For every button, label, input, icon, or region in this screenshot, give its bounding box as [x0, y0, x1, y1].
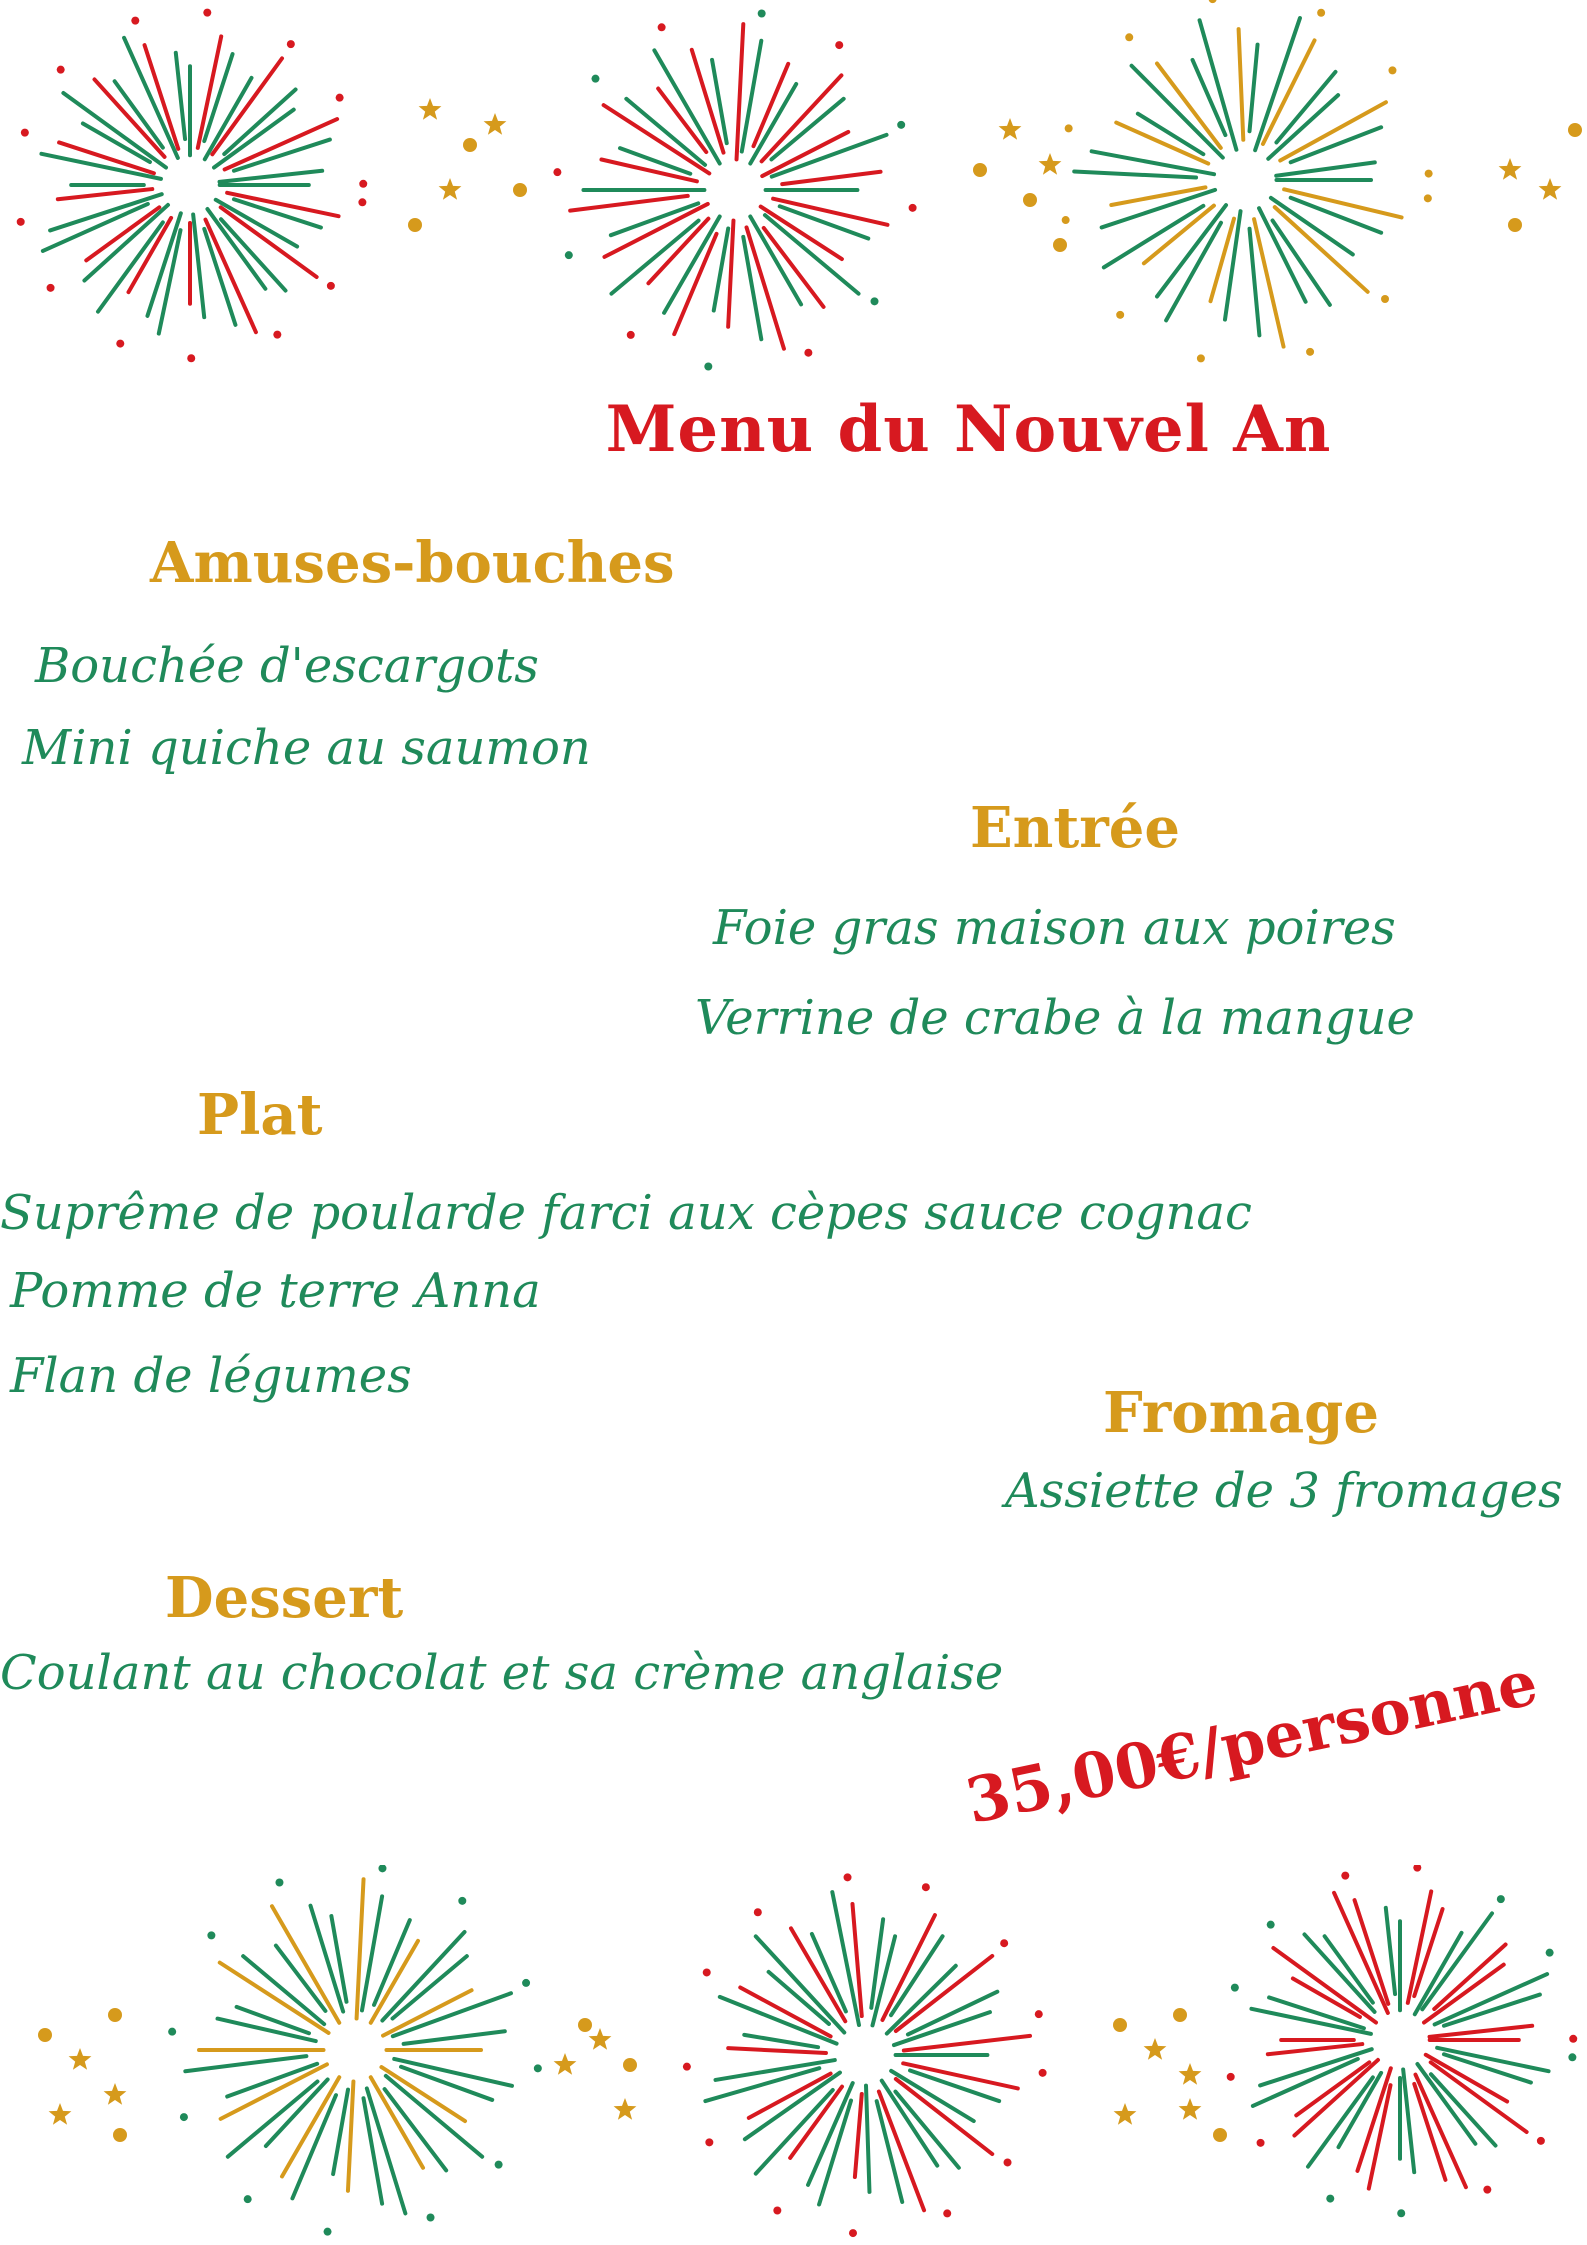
item-amuse-1: Bouchée d'escargots [35, 638, 539, 694]
confetti-dot-icon [1213, 2128, 1227, 2142]
item-entree-2: Verrine de crabe à la mangue [695, 990, 1415, 1046]
star-icon [419, 98, 442, 120]
star-icon [614, 2098, 637, 2120]
confetti-dot-icon [113, 2128, 127, 2142]
item-plat-1: Suprême de poularde farci aux cèpes sauce cognac [0, 1185, 1252, 1241]
confetti-dot-icon [623, 2058, 637, 2072]
star-icon [1179, 2063, 1202, 2085]
firework-icon [0, 0, 1587, 380]
star-icon [1144, 2038, 1167, 2060]
firework-icon [0, 1865, 1587, 2245]
firework-icon [17, 9, 368, 363]
heading-entree: Entrée [970, 795, 1181, 861]
star-icon [1179, 2098, 1202, 2120]
star-icon [1539, 178, 1562, 200]
star-icon [69, 2048, 92, 2070]
heading-fromage: Fromage [1103, 1380, 1379, 1446]
heading-amuses-bouches: Amuses-bouches [150, 530, 675, 596]
confetti-dot-icon [108, 2008, 122, 2022]
star-icon [589, 2028, 612, 2050]
star-icon [999, 118, 1022, 140]
firework-icon [1062, 0, 1433, 362]
star-icon [554, 2053, 577, 2075]
confetti-dot-icon [408, 218, 422, 232]
bottom-fireworks-banner [0, 1865, 1587, 2245]
confetti-dot-icon [1113, 2018, 1127, 2032]
star-icon [1039, 153, 1062, 175]
star-icon [1499, 158, 1522, 180]
heading-plat: Plat [197, 1082, 323, 1148]
confetti-dot-icon [513, 183, 527, 197]
confetti-dot-icon [38, 2028, 52, 2042]
confetti-dot-icon [1508, 218, 1522, 232]
item-entree-1: Foie gras maison aux poires [713, 900, 1396, 956]
star-icon [439, 178, 462, 200]
confetti-dot-icon [1053, 238, 1067, 252]
top-fireworks-banner [0, 0, 1587, 380]
menu-title: Menu du Nouvel An [605, 392, 1332, 467]
item-amuse-2: Mini quiche au saumon [22, 720, 591, 776]
item-dessert-1: Coulant au chocolat et sa crème anglaise [0, 1645, 1004, 1701]
confetti-dot-icon [973, 163, 987, 177]
heading-dessert: Dessert [165, 1565, 404, 1631]
firework-icon [168, 1865, 542, 2236]
firework-icon [553, 10, 916, 371]
confetti-dot-icon [1568, 123, 1582, 137]
star-icon [49, 2103, 72, 2125]
star-icon [104, 2083, 127, 2105]
star-icon [1114, 2103, 1137, 2125]
price-label: 35,00€/personne [959, 1645, 1544, 1838]
item-plat-3: Flan de légumes [10, 1348, 412, 1404]
firework-icon [683, 1873, 1047, 2237]
confetti-dot-icon [1173, 2008, 1187, 2022]
confetti-dot-icon [463, 138, 477, 152]
star-icon [484, 113, 507, 135]
item-plat-2: Pomme de terre Anna [10, 1263, 541, 1319]
confetti-dot-icon [578, 2018, 592, 2032]
item-fromage-1: Assiette de 3 fromages [1005, 1463, 1563, 1519]
confetti-dot-icon [1023, 193, 1037, 207]
firework-icon [1227, 1865, 1578, 2217]
